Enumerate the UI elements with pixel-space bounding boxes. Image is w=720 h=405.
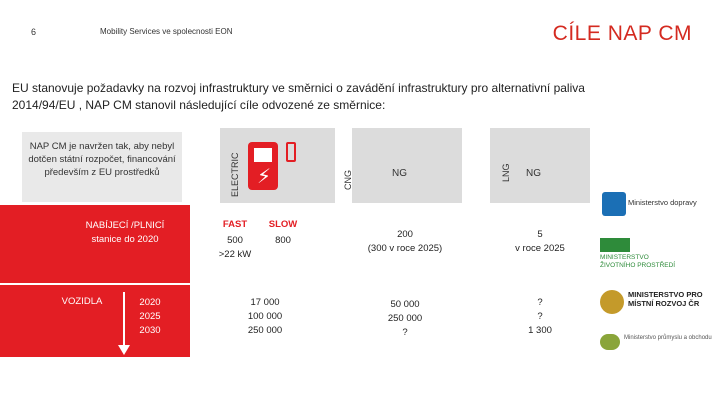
lng-charging-note: v roce 2025 (515, 243, 565, 254)
header-subtitle: Mobility Services ve spolecnosti EON (100, 27, 233, 36)
slide-title: CÍLE NAP CM (552, 22, 692, 45)
electric-slow-label: SLOW (268, 219, 298, 230)
lng-vehicles-2030: 1 300 (528, 325, 552, 336)
down-arrow-icon (123, 292, 125, 347)
charger-icon: ⚡ (248, 142, 278, 190)
electric-vehicles-2030: 250 000 (247, 325, 283, 336)
cng-charging-note: (300 v roce 2025) (367, 243, 443, 254)
vehicles-year-2025: 2025 (139, 311, 161, 322)
electric-slow-value: 800 (275, 235, 291, 246)
electric-fast-value: 500 (227, 235, 243, 246)
cng-vehicles-2030: ? (402, 327, 408, 338)
electric-vehicles-2025: 100 000 (247, 311, 283, 322)
electric-fast-note: >22 kW (218, 249, 252, 260)
ministry-industry-logo: Ministerstvo průmyslu a obchodu (600, 332, 715, 354)
cng-vehicles-2025: 250 000 (387, 313, 423, 324)
cng-label: CNG (343, 170, 353, 190)
lng-vehicles-2025: ? (537, 311, 543, 322)
page-number: 6 (31, 27, 37, 37)
info-box: NAP CM je navržen tak, aby nebyl dotčen státní rozpočet, financování především z EU prostředků (22, 132, 182, 202)
lng-vehicles-2020: ? (537, 297, 543, 308)
down-arrowhead-icon (118, 345, 130, 355)
ministry-transport-logo: Ministerstvo dopravy (600, 190, 715, 220)
electric-vehicles-2020: 17 000 (250, 297, 280, 308)
vehicles-year-2020: 2020 (139, 297, 161, 308)
intro-text: EU stanovuje požadavky na rozvoj infrastruktury ve směrnici o zavádění infrastruktury pro alternativní paliva 2014/94/EU , NAP CM stanovil následující cíle odvozené ze směrnice: (12, 81, 585, 112)
cng-sub-label: NG (392, 168, 407, 179)
ministry-regional-logo: MINISTERSTVO PRO MÍSTNÍ ROZVOJ ČR (600, 288, 715, 318)
vehicles-row-label: VOZIDLA (61, 296, 103, 307)
ministry-environment-logo: MINISTERSTVO ŽIVOTNÍHO PROSTŘEDÍ (600, 238, 715, 272)
cng-column-header (352, 128, 462, 203)
cng-vehicles-2020: 50 000 (390, 299, 420, 310)
lng-charging-value: 5 (537, 229, 543, 240)
lng-sub-label: NG (526, 168, 541, 179)
vehicles-year-2030: 2030 (139, 325, 161, 336)
charging-row-label: NABÍJECÍ /PLNICÍ stanice do 2020 (85, 220, 165, 245)
electric-fast-label: FAST (222, 219, 248, 230)
lng-label: LNG (501, 163, 511, 182)
plug-icon (286, 142, 296, 162)
cng-charging-value: 200 (397, 229, 413, 240)
electric-label: ELECTRIC (230, 152, 240, 197)
